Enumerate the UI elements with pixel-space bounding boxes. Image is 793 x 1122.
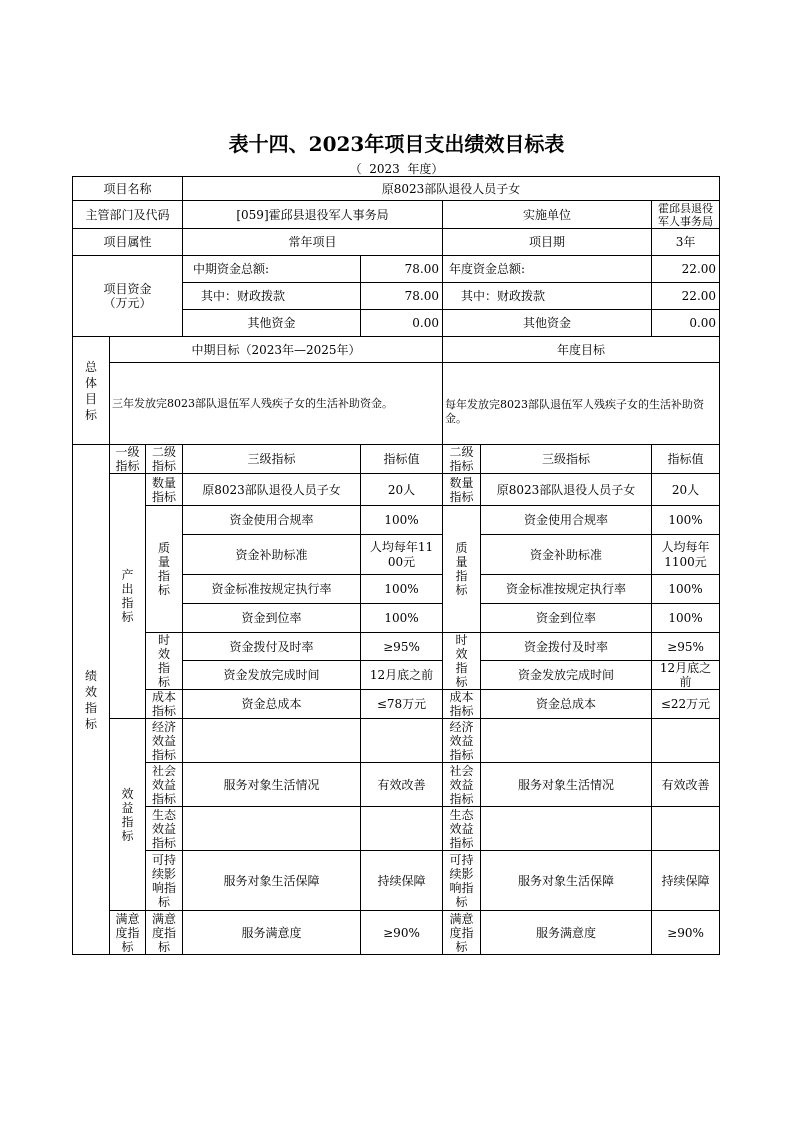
overall-goal-label: 总体目标 — [73, 337, 110, 445]
t2-mid-value: 12月底之前 — [361, 661, 443, 690]
value-header: 指标值 — [361, 445, 443, 474]
mid-fiscal-value: 78.00 — [361, 283, 443, 310]
level2-header-year: 二级指标 — [443, 445, 481, 474]
q1-mid-value: 100% — [361, 506, 443, 535]
s1-mid-value: 有效改善 — [361, 763, 443, 807]
sustainable-label: 可持续影响指标 — [146, 851, 183, 911]
qty-mid-value: 20人 — [361, 474, 443, 506]
year-other-label: 其他资金 — [443, 310, 652, 337]
timeliness-label: 时效指标 — [146, 633, 183, 690]
table-row: 原8023部队退役人员子女 — [481, 474, 652, 506]
performance-indicator-label: 绩效指标 — [73, 445, 110, 955]
value-header-year: 指标值 — [652, 445, 720, 474]
table-row: 原8023部队退役人员子女 — [183, 474, 361, 506]
performance-goal-table — [72, 176, 720, 955]
satisfaction-label: 满意度指标 — [146, 911, 183, 955]
mid-goal-header: 中期目标（2023年—2025年） — [110, 337, 443, 363]
quantity-label-year: 数量指标 — [443, 474, 481, 506]
dept-value: [059]霍邱县退役军人事务局 — [183, 201, 443, 229]
mid-other-label: 其他资金 — [183, 310, 361, 337]
q2-mid-value: 人均每年1100元 — [361, 535, 443, 575]
table-row — [361, 807, 443, 851]
table-row: 服务对象生活情况 — [481, 763, 652, 807]
year-total-label: 年度资金总额: — [443, 256, 652, 283]
project-name-value: 原8023部队退役人员子女 — [183, 177, 720, 201]
q3-year-value: 100% — [652, 575, 720, 604]
table-row — [481, 719, 652, 763]
quality-label-year: 质量指标 — [443, 506, 481, 633]
table-row: 服务对象生活保障 — [183, 851, 361, 911]
table-row: 资金到位率 — [481, 604, 652, 633]
q2-year-value: 人均每年1100元 — [652, 535, 720, 575]
table-row: 资金补助标准 — [481, 535, 652, 575]
timeliness-label-year: 时效指标 — [443, 633, 481, 690]
table-row: 资金发放完成时间 — [183, 661, 361, 690]
funds-label: 项目资金（万元） — [73, 256, 183, 337]
impl-value: 霍邱县退役军人事务局 — [652, 201, 720, 229]
mid-goal-text: 三年发放完8023部队退伍军人残疾子女的生活补助资金。 — [110, 363, 443, 445]
table-row — [481, 807, 652, 851]
table-row: 资金补助标准 — [183, 535, 361, 575]
ecological-label: 生态效益指标 — [146, 807, 183, 851]
quantity-label: 数量指标 — [146, 474, 183, 506]
mid-total-value: 78.00 — [361, 256, 443, 283]
year-total-value: 22.00 — [652, 256, 720, 283]
sa-year-value: ≥90% — [652, 911, 720, 955]
year-goal-header: 年度目标 — [443, 337, 720, 363]
year-fiscal-label: 其中：财政拨款 — [443, 283, 652, 310]
table-row: 资金总成本 — [183, 690, 361, 719]
economic-label: 经济效益指标 — [146, 719, 183, 763]
table-row: 资金标准按规定执行率 — [481, 575, 652, 604]
table-row: 服务满意度 — [183, 911, 361, 955]
quality-label: 质量指标 — [146, 506, 183, 633]
c1-mid-value: ≤78万元 — [361, 690, 443, 719]
table-row: 服务对象生活情况 — [183, 763, 361, 807]
impl-label: 实施单位 — [443, 201, 652, 229]
economic-label-year: 经济效益指标 — [443, 719, 481, 763]
q4-mid-value: 100% — [361, 604, 443, 633]
cost-label: 成本指标 — [146, 690, 183, 719]
q1-year-value: 100% — [652, 506, 720, 535]
page-title: 表十四、2023年项目支出绩效目标表 — [228, 132, 565, 156]
year-goal-text: 每年发放完8023部队退伍军人残疾子女的生活补助资金。 — [443, 363, 720, 445]
q4-year-value: 100% — [652, 604, 720, 633]
social-label: 社会效益指标 — [146, 763, 183, 807]
level3-header-year: 三级指标 — [481, 445, 652, 474]
t1-year-value: ≥95% — [652, 633, 720, 661]
table-row: 资金总成本 — [481, 690, 652, 719]
period-label: 项目期 — [443, 229, 652, 256]
satisfaction-label-year: 满意度指标 — [443, 911, 481, 955]
sustainable-label-year: 可持续影响指标 — [443, 851, 481, 911]
table-row — [183, 807, 361, 851]
ecological-label-year: 生态效益指标 — [443, 807, 481, 851]
sa-mid-value: ≥90% — [361, 911, 443, 955]
table-row: 资金拨付及时率 — [481, 633, 652, 661]
attr-label: 项目属性 — [73, 229, 183, 256]
t2-year-value: 12月底之前 — [652, 661, 720, 690]
mid-total-label: 中期资金总额: — [183, 256, 361, 283]
level2-header: 二级指标 — [146, 445, 183, 474]
attr-value: 常年项目 — [183, 229, 443, 256]
table-row — [652, 807, 720, 851]
table-row: 资金拨付及时率 — [183, 633, 361, 661]
s1-year-value: 有效改善 — [652, 763, 720, 807]
period-value: 3年 — [652, 229, 720, 256]
table-row — [183, 719, 361, 763]
table-row: 服务对象生活保障 — [481, 851, 652, 911]
table-row: 资金发放完成时间 — [481, 661, 652, 690]
social-label-year: 社会效益指标 — [443, 763, 481, 807]
level3-header: 三级指标 — [183, 445, 361, 474]
mid-other-value: 0.00 — [361, 310, 443, 337]
table-row — [652, 719, 720, 763]
qty-year-value: 20人 — [652, 474, 720, 506]
effect-indicator-label: 效益指标 — [110, 719, 146, 911]
table-row: 资金到位率 — [183, 604, 361, 633]
q3-mid-value: 100% — [361, 575, 443, 604]
dept-label: 主管部门及代码 — [73, 201, 183, 229]
t1-mid-value: ≥95% — [361, 633, 443, 661]
project-name-label: 项目名称 — [73, 177, 183, 201]
c1-year-value: ≤22万元 — [652, 690, 720, 719]
satisfaction-indicator-label: 满意度指标 — [110, 911, 146, 955]
table-row: 资金标准按规定执行率 — [183, 575, 361, 604]
table-row — [361, 719, 443, 763]
year-other-value: 0.00 — [652, 310, 720, 337]
table-row: 资金使用合规率 — [481, 506, 652, 535]
table-row: 资金使用合规率 — [183, 506, 361, 535]
mid-fiscal-label: 其中：财政拨款 — [183, 283, 361, 310]
year-fiscal-value: 22.00 — [652, 283, 720, 310]
year-subtitle: （ 2023 年度） — [349, 162, 444, 176]
cost-label-year: 成本指标 — [443, 690, 481, 719]
table-row: 服务满意度 — [481, 911, 652, 955]
su-year-value: 持续保障 — [652, 851, 720, 911]
level1-header: 一级指标 — [110, 445, 146, 474]
su-mid-value: 持续保障 — [361, 851, 443, 911]
output-indicator-label: 产出指标 — [110, 474, 146, 719]
